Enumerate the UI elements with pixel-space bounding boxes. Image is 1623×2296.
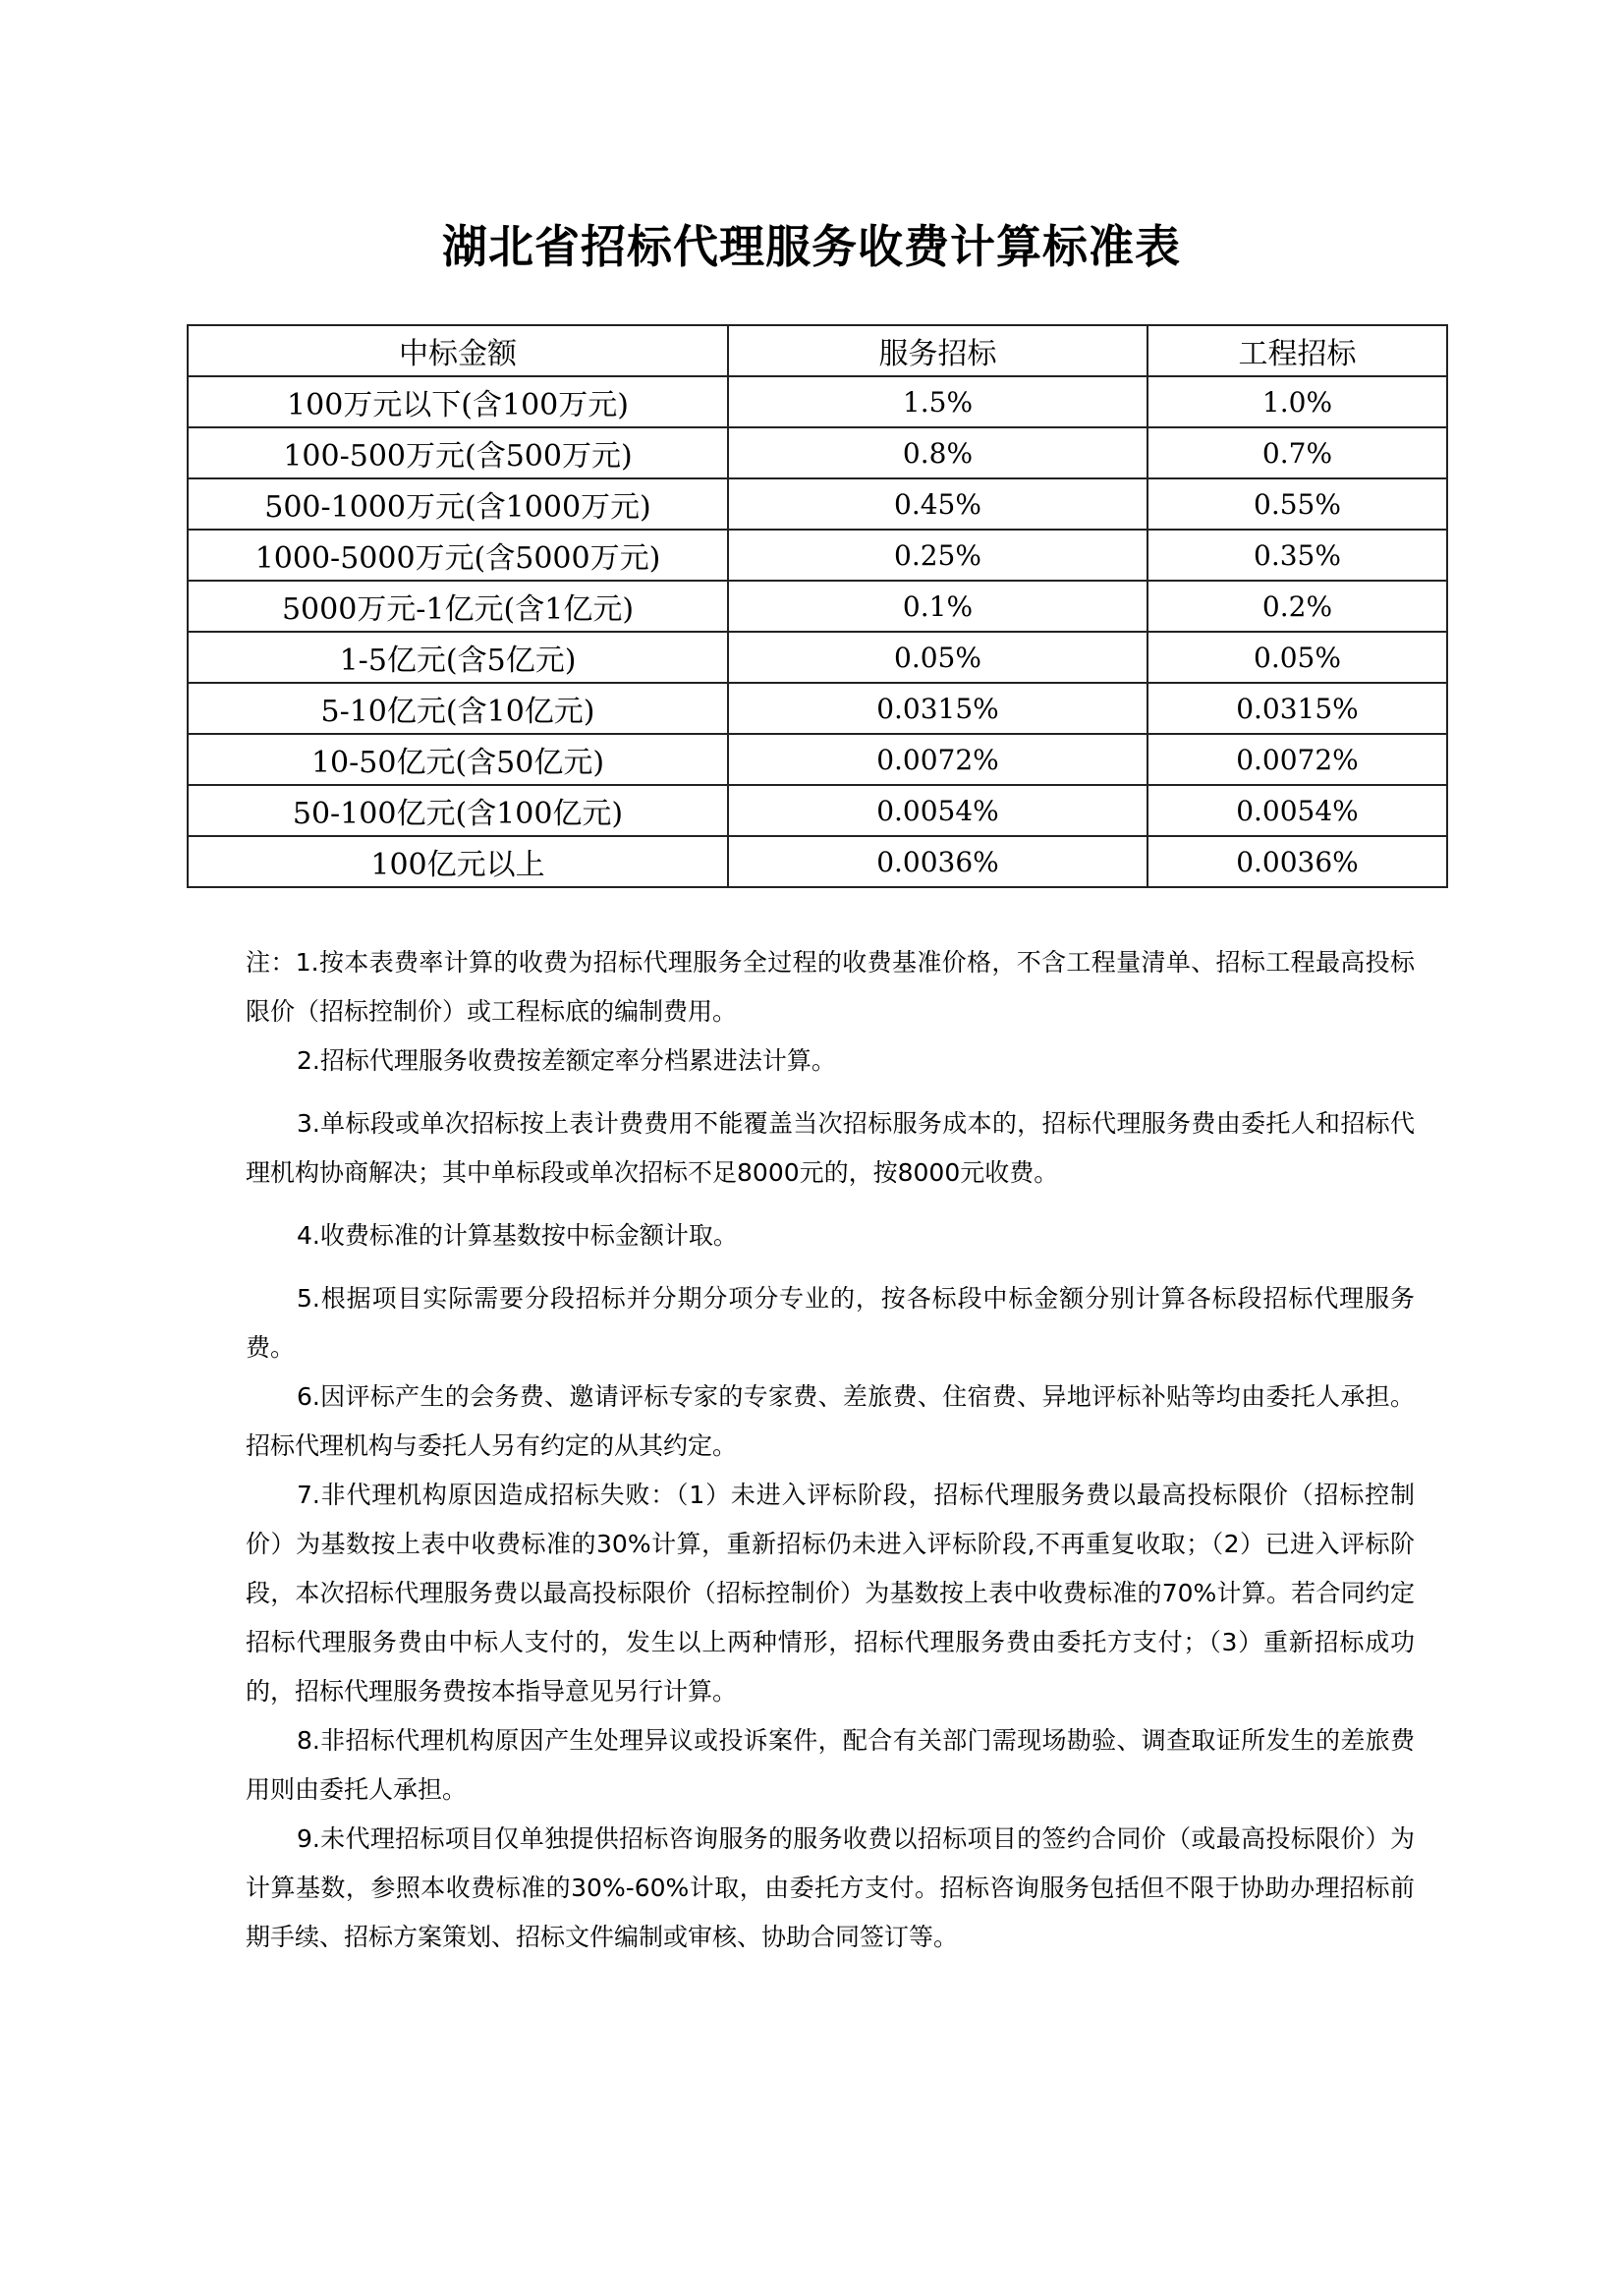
engineering-rate-cell: 0.35% — [1147, 530, 1447, 581]
table-row — [188, 785, 1447, 836]
table-row — [188, 478, 1447, 530]
amount-cell: 1-5亿元(含5亿元) — [188, 632, 728, 683]
table-row — [188, 632, 1447, 683]
engineering-rate-cell: 0.0072% — [1147, 734, 1447, 785]
header-engineering-bidding: 工程招标 — [1147, 325, 1447, 376]
service-rate-cell: 0.0054% — [728, 785, 1147, 836]
amount-cell: 500-1000万元(含1000万元) — [188, 478, 728, 530]
table-row — [188, 427, 1447, 478]
engineering-rate-cell: 1.0% — [1147, 376, 1447, 427]
engineering-rate-cell: 0.7% — [1147, 427, 1447, 478]
service-rate-cell: 0.0072% — [728, 734, 1147, 785]
service-rate-cell: 0.25% — [728, 530, 1147, 581]
amount-cell: 10-50亿元(含50亿元) — [188, 734, 728, 785]
note-7: 7.非代理机构原因造成招标失败：（1）未进入评标阶段，招标代理服务费以最高投标限价（招标控制价）为基数按上表中收费标准的30%计算，重新招标仍未进入评标阶段,不再重复收取；（2）已进入评标阶段，本次招标代理服务费以最高投标限价（招标控制价）为基数按上表中收费标准的70%计算。若合同约定招标代理服务费由中标人支付的，发生以上两种情形，招标代理服务费由委托方支付；（3）重新招标成功的，招标代理服务费按本指导意见另行计算。 — [246, 1481, 1415, 1706]
note-3: 3.单标段或单次招标按上表计费费用不能覆盖当次招标服务成本的，招标代理服务费由委托人和招标代理机构协商解决；其中单标段或单次招标不足8000元的，按8000元收费。 — [246, 1109, 1415, 1187]
header-service-bidding: 服务招标 — [728, 325, 1147, 376]
engineering-rate-cell: 0.0315% — [1147, 683, 1447, 734]
service-rate-cell: 0.05% — [728, 632, 1147, 683]
engineering-rate-cell: 0.55% — [1147, 478, 1447, 530]
amount-cell: 50-100亿元(含100亿元) — [188, 785, 728, 836]
table-row — [188, 581, 1447, 632]
table-row — [188, 734, 1447, 785]
service-rate-cell: 0.45% — [728, 478, 1147, 530]
table-row — [188, 836, 1447, 887]
engineering-rate-cell: 0.05% — [1147, 632, 1447, 683]
amount-cell: 5000万元-1亿元(含1亿元) — [188, 581, 728, 632]
table-row — [188, 530, 1447, 581]
amount-cell: 100万元以下(含100万元) — [188, 376, 728, 427]
service-rate-cell: 1.5% — [728, 376, 1147, 427]
amount-cell: 100亿元以上 — [188, 836, 728, 887]
amount-cell: 100-500万元(含500万元) — [188, 427, 728, 478]
table-row — [188, 683, 1447, 734]
amount-cell: 1000-5000万元(含5000万元) — [188, 530, 728, 581]
engineering-rate-cell: 0.0054% — [1147, 785, 1447, 836]
amount-cell: 5-10亿元(含10亿元) — [188, 683, 728, 734]
table-header-row — [188, 325, 1447, 376]
header-winning-amount: 中标金额 — [188, 325, 728, 376]
note-4: 4.收费标准的计算基数按中标金额计取。 — [297, 1221, 738, 1250]
page-title: 湖北省招标代理服务收费计算标准表 — [442, 220, 1181, 273]
service-rate-cell: 0.0315% — [728, 683, 1147, 734]
service-rate-cell: 0.8% — [728, 427, 1147, 478]
note-5: 5.根据项目实际需要分段招标并分期分项分专业的，按各标段中标金额分别计算各标段招标代理服务费。 — [246, 1284, 1415, 1362]
fee-rate-table — [187, 324, 1448, 888]
notes-section — [246, 938, 1415, 1962]
engineering-rate-cell: 0.0036% — [1147, 836, 1447, 887]
service-rate-cell: 0.1% — [728, 581, 1147, 632]
note-6: 6.因评标产生的会务费、邀请评标专家的专家费、差旅费、住宿费、异地评标补贴等均由委托人承担。招标代理机构与委托人另有约定的从其约定。 — [246, 1382, 1415, 1460]
note-8: 8.非招标代理机构原因产生处理异议或投诉案件，配合有关部门需现场勘验、调查取证所发生的差旅费用则由委托人承担。 — [246, 1726, 1415, 1804]
service-rate-cell: 0.0036% — [728, 836, 1147, 887]
note-2: 2.招标代理服务收费按差额定率分档累进法计算。 — [297, 1046, 836, 1075]
table-row — [188, 376, 1447, 427]
engineering-rate-cell: 0.2% — [1147, 581, 1447, 632]
note-9: 9.未代理招标项目仅单独提供招标咨询服务的服务收费以招标项目的签约合同价（或最高投标限价）为计算基数，参照本收费标准的30%-60%计取，由委托方支付。招标咨询服务包括但不限于协助办理招标前期手续、招标方案策划、招标文件编制或审核、协助合同签订等。 — [246, 1824, 1415, 1951]
note-1: 注：1.按本表费率计算的收费为招标代理服务全过程的收费基准价格，不含工程量清单、招标工程最高投标限价（招标控制价）或工程标底的编制费用。 — [246, 948, 1415, 1026]
